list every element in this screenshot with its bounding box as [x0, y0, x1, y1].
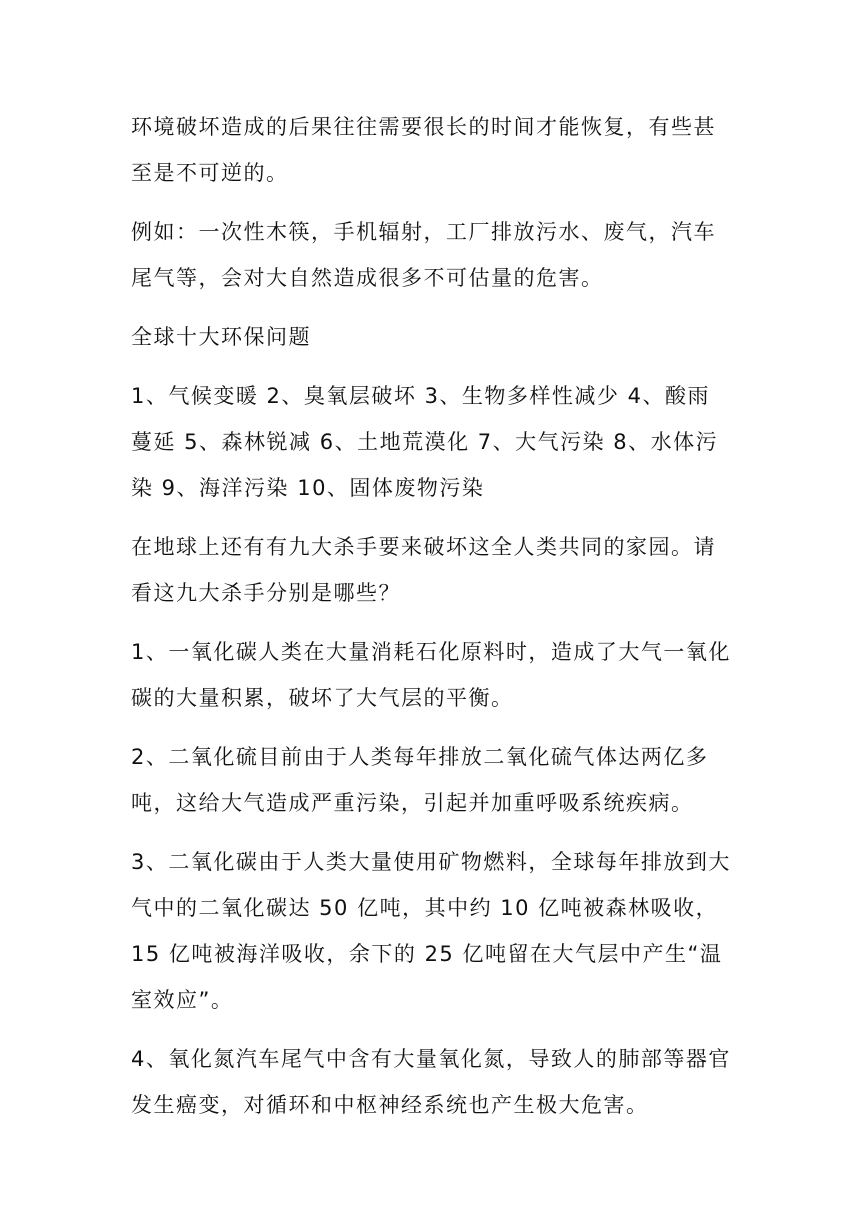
paragraph-examples: 例如：一次性木筷，手机辐射，工厂排放污水、废气，汽车尾气等，会对大自然造成很多不可估量的危害。	[131, 220, 716, 290]
document-body	[131, 104, 731, 1141]
paragraph-carbon-monoxide: 1、一氧化碳人类在大量消耗石化原料时，造成了大气一氧化碳的大量积累，破坏了大气层的平衡。	[131, 640, 731, 710]
section-heading-top-ten-issues: 全球十大环保问题	[131, 325, 311, 349]
paragraph-nitrogen-oxide: 4、氧化氮汽车尾气中含有大量氧化氮，导致人的肺部等器官发生癌变，对循环和中枢神经系统也产生极大危害。	[131, 1047, 731, 1117]
paragraph-environment-damage: 环境破坏造成的后果往往需要很长的时间才能恢复，有些甚至是不可逆的。	[131, 115, 716, 185]
paragraph-carbon-dioxide: 3、二氧化碳由于人类大量使用矿物燃料，全球每年排放到大气中的二氧化碳达 50 亿吨，其中约 10 亿吨被森林吸收，15 亿吨被海洋吸收，余下的 25 亿吨留在大气层中产生“温室效应”。	[131, 850, 731, 1012]
paragraph-top-ten-list: 1、气候变暖 2、臭氧层破坏 3、生物多样性减少 4、酸雨蔓延 5、森林锐减 6、土地荒漠化 7、大气污染 8、水体污染 9、海洋污染 10、固体废物污染	[131, 384, 719, 500]
paragraph-nine-killers-intro: 在地球上还有有九大杀手要来破坏这全人类共同的家园。请看这九大杀手分别是哪些？	[131, 535, 716, 605]
paragraph-sulfur-dioxide: 2、二氧化硫目前由于人类每年排放二氧化硫气体达两亿多吨，这给大气造成严重污染，引起并加重呼吸系统疾病。	[131, 745, 709, 815]
